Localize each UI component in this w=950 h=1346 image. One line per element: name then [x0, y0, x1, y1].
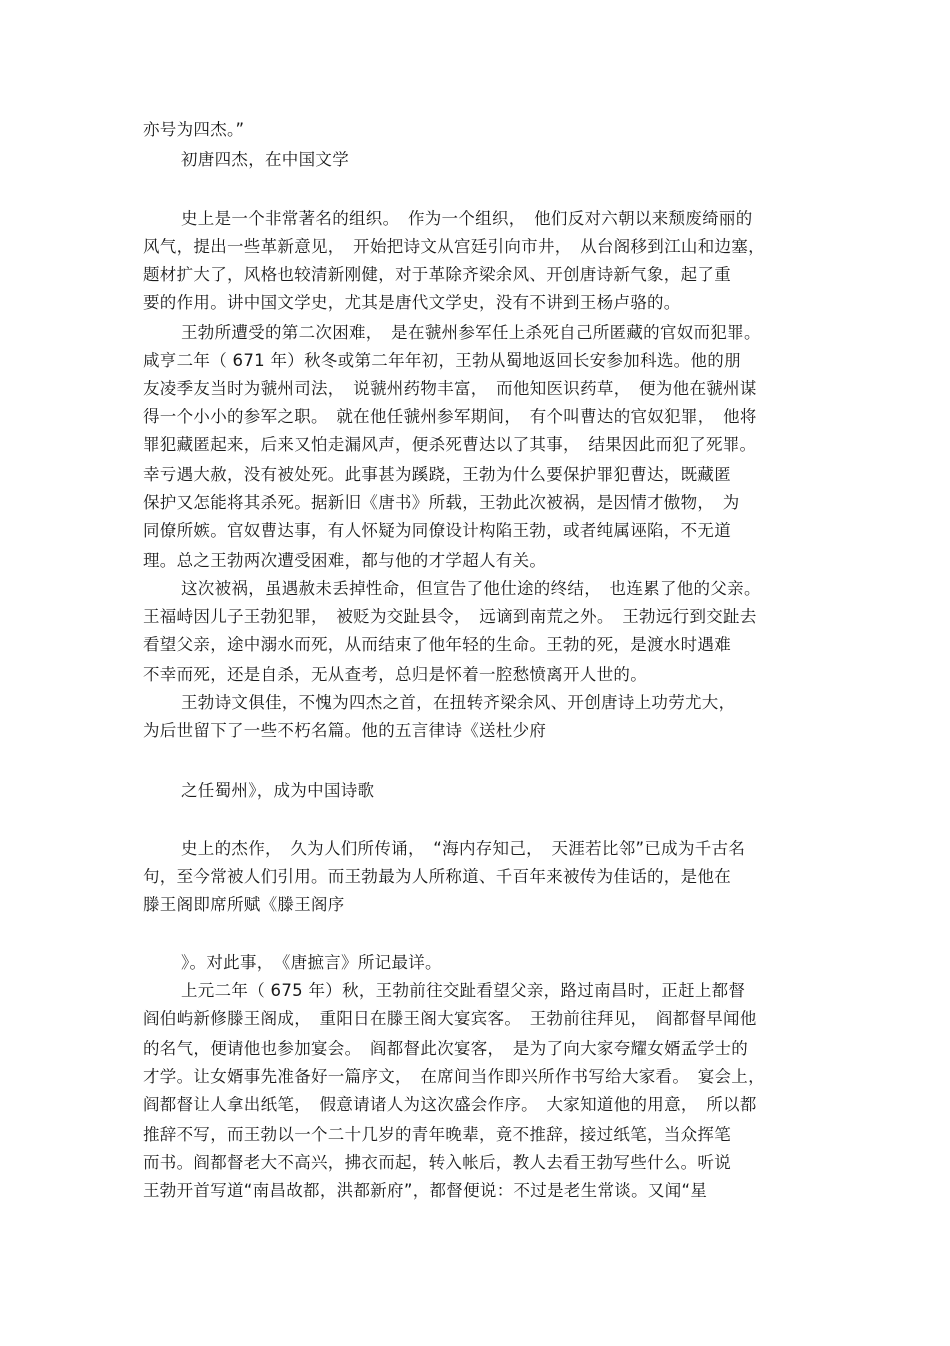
text-line: 罪犯藏匿起来，后来又怕走漏风声，便杀死曹达以了其事， 结果因此而犯了死罪。 [143, 435, 757, 454]
text-line: 要的作用。讲中国文学史，尤其是唐代文学史，没有不讲到王杨卢骆的。 [143, 293, 681, 312]
text-line: 王福峙因儿子王勃犯罪， 被贬为交趾县令， 远谪到南荒之外。 王勃远行到交趾去 [143, 607, 757, 626]
text-line: 王勃开首写道“南昌故都，洪都新府”，都督便说：不过是老生常谈。又闻“星 [143, 1181, 708, 1200]
text-line: 理。总之王勃两次遭受困难，都与他的才学超人有关。 [143, 551, 547, 570]
text-line: 史上是一个非常著名的组织。 作为一个组织， 他们反对六朝以来颓废绮丽的 [181, 209, 753, 228]
text-line: 得一个小小的参军之职。 就在他任虢州参军期间， 有个叫曹达的官奴犯罪， 他将 [143, 407, 757, 426]
text-line: 友凌季友当时为虢州司法， 说虢州药物丰富， 而他知医识药草， 便为他在虢州谋 [143, 379, 757, 398]
text-line: 王勃诗文俱佳，不愧为四杰之首，在扭转齐梁余风、开创唐诗上功劳尤大， [181, 693, 736, 712]
text-line: 推辞不写，而王勃以一个二十几岁的青年晚辈，竟不推辞，接过纸笔，当众挥笔 [143, 1125, 731, 1144]
text-line: 不幸而死，还是自杀，无从查考，总归是怀着一腔愁愤离开人世的。 [143, 665, 647, 684]
text-line: 的名气，便请他也参加宴会。 阎都督此次宴客， 是为了向大家夸耀女婿孟学士的 [143, 1039, 749, 1058]
text-line: 》。对此事， 《唐摭言》所记最详。 [181, 953, 442, 972]
text-line: 幸亏遇大赦，没有被处死。此事甚为蹊跷，王勃为什么要保护罪犯曹达，既藏匿 [143, 465, 731, 484]
text-line: 史上的杰作， 久为人们所传诵， “海内存知己， 天涯若比邻”已成为千古名 [181, 839, 746, 858]
text-line: 亦号为四杰。” [143, 120, 245, 139]
text-line: 保护又怎能将其杀死。据新旧《唐书》所载，王勃此次被祸，是因情才傲物， 为 [143, 493, 740, 512]
text-line: 之任蜀州》，成为中国诗歌 [181, 781, 375, 800]
text-line: 阎伯屿新修滕王阁成， 重阳日在滕王阁大宴宾客。 王勃前往拜见， 阎都督早闻他 [143, 1009, 757, 1028]
text-line: 阎都督让人拿出纸笔， 假意请诸人为这次盛会作序。 大家知道他的用意， 所以都 [143, 1095, 757, 1114]
text-line: 看望父亲，途中溺水而死，从而结束了他年轻的生命。王勃的死，是渡水时遇难 [143, 635, 731, 654]
text-line: 滕王阁即席所赋《滕王阁序 [143, 895, 345, 914]
text-line: 王勃所遭受的第二次困难， 是在虢州参军任上杀死自己所匿藏的官奴而犯罪。 [181, 323, 761, 342]
text-line: 句，至今常被人们引用。而王勃最为人所称道、千百年来被传为佳话的，是他在 [143, 867, 731, 886]
text-line: 才学。让女婿事先准备好一篇序文， 在席间当作即兴所作书写给大家看。 宴会上， [143, 1067, 765, 1086]
text-line: 风气，提出一些革新意见， 开始把诗文从宫廷引向市井， 从台阁移到江山和边塞， [143, 237, 765, 256]
text-line: 这次被祸，虽遇赦未丢掉性命，但宣告了他仕途的终结， 也连累了他的父亲。 [181, 579, 761, 598]
text-line: 题材扩大了，风格也较清新刚健，对于革除齐梁余风、开创唐诗新气象，起了重 [143, 265, 731, 284]
text-line: 咸亨二年（ 671 年）秋冬或第二年年初，王勃从蜀地返回长安参加科选。他的朋 [143, 351, 741, 370]
text-line: 上元二年（ 675 年）秋，王勃前往交趾看望父亲，路过南昌时，正赶上都督 [181, 981, 746, 1000]
text-line: 为后世留下了一些不朽名篇。他的五言律诗《送杜少府 [143, 721, 547, 740]
text-line: 而书。阎都督老大不高兴，拂衣而起，转入帐后，教人去看王勃写些什么。听说 [143, 1153, 731, 1172]
text-line: 同僚所嫉。官奴曹达事，有人怀疑为同僚设计构陷王勃，或者纯属诬陷，不无道 [143, 521, 731, 540]
text-line: 初唐四杰，在中国文学 [181, 150, 349, 169]
